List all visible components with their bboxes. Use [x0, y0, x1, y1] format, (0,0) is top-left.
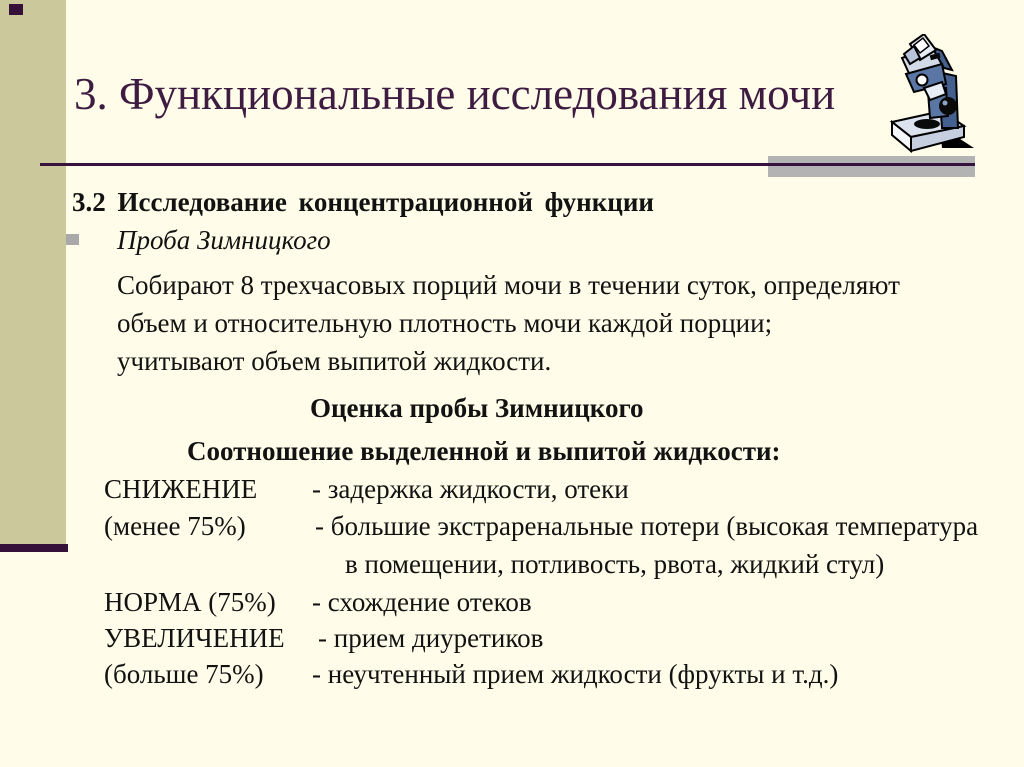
- row-desc: - схождение отеков: [312, 587, 532, 617]
- row-label: УВЕЛИЧЕНИЕ: [104, 623, 285, 653]
- section-heading: 3.2 Исследование концентрационной функции: [72, 187, 654, 217]
- row-desc: - большие экстраренальные потери (высокая температура: [315, 511, 979, 541]
- row-desc: - прием диуретиков: [318, 623, 544, 653]
- bullet-label: Проба Зимницкого: [117, 225, 331, 255]
- gray-accent-bar: [768, 156, 975, 177]
- microscope-icon: [884, 34, 976, 156]
- row-desc: - неучтенный прием жидкости (фрукты и т.д.): [312, 659, 839, 689]
- slide-title: 3. Функциональные исследования мочи: [74, 69, 836, 119]
- row-label: (менее 75%): [104, 511, 246, 541]
- paragraph-line-1: Собирают 8 трехчасовых порций мочи в течении суток, определяют: [117, 270, 900, 300]
- left-band-footer-bar: [0, 544, 68, 552]
- row-label: СНИЖЕНИЕ: [104, 474, 258, 504]
- subtitle: Оценка пробы Зимницкого: [310, 393, 644, 423]
- corner-accent-square: [9, 4, 23, 15]
- row-label: НОРМА (75%): [104, 587, 276, 617]
- paragraph-line-3: учитывают объем выпитой жидкости.: [117, 346, 552, 376]
- ratio-heading: Соотношение выделенной и выпитой жидкости:: [187, 436, 781, 466]
- row-label: (больше 75%): [104, 659, 264, 689]
- row-desc-continuation: в помещении, потливость, рвота, жидкий стул): [345, 549, 885, 579]
- paragraph-line-2: объем и относительную плотность мочи каждой порции;: [117, 308, 773, 338]
- bullet-square-icon: [66, 234, 79, 245]
- row-desc: - задержка жидкости, отеки: [312, 474, 629, 504]
- title-underline: [40, 163, 975, 166]
- left-accent-band: [0, 0, 66, 546]
